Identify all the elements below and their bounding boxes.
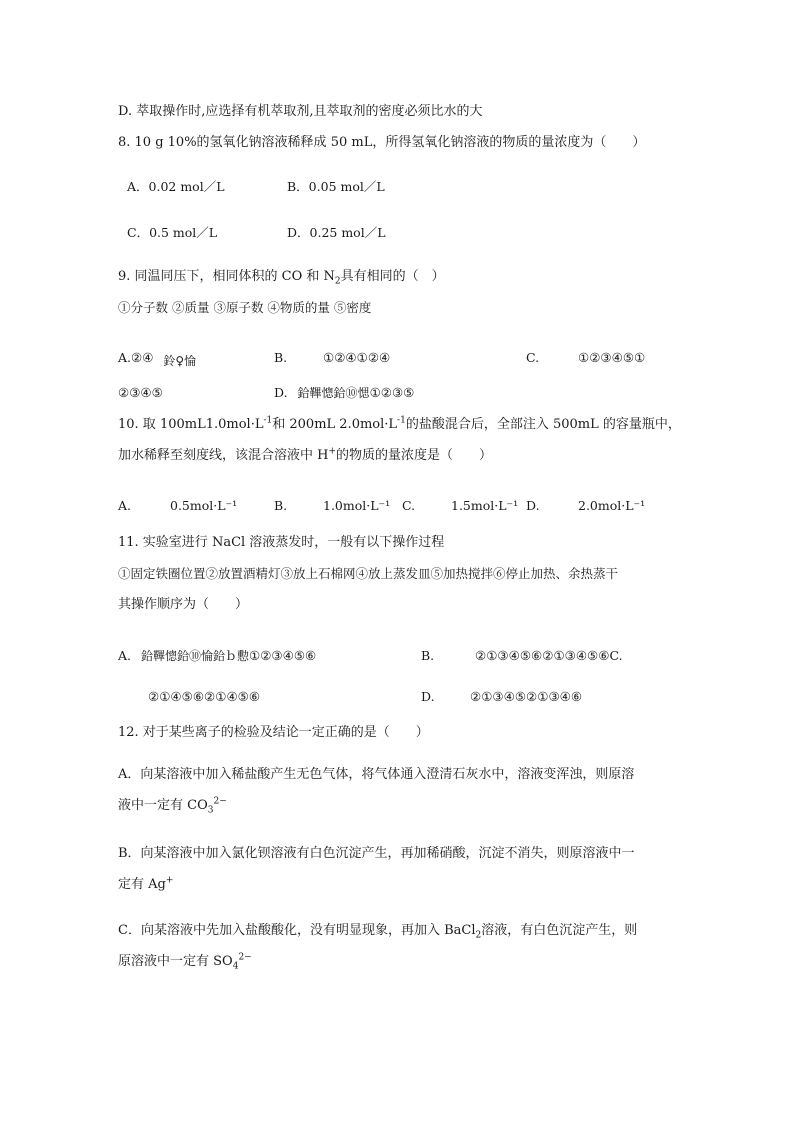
q8-option-b: B．0.05 mol／L (287, 179, 385, 194)
q12-c-l2-sup: 2− (238, 952, 252, 963)
q12-b-line2 (118, 876, 173, 894)
q9-c-text: ①②③④⑤① (578, 350, 646, 365)
q9-c-cont: ②③④⑤ (118, 385, 163, 400)
q12-stem: 12. 对于某些离子的检验及结论一定正确的是（ ） (118, 725, 429, 740)
q10-l1-c: 的盐酸混合后，全部注入 500mL 的容量瓶中， (405, 417, 681, 432)
q11-a-label: A. (118, 648, 132, 663)
q9-stem-pre: 9. 同温同压下，相同体积的 CO 和 N (118, 269, 335, 284)
q10-l2-post: 的物质的量浓度是（ ） (336, 448, 493, 463)
q10-a-label: A. (118, 498, 132, 513)
q10-b-label: B. (274, 498, 288, 513)
q11-d-text: ②①③④⑤②①③④⑥ (470, 689, 583, 704)
q12-a-l2-sup: 2− (213, 796, 227, 807)
q10-d-label: D. (526, 498, 540, 513)
q11-c-cont: ②①④⑤⑥②①④⑤⑥ (148, 689, 261, 704)
q9-items: ①分子数 ②质量 ③原子数 ④物质的量 ⑤密度 (118, 300, 372, 315)
q11-steps: ①固定铁圈位置②放置酒精灯③放上石棉网④放上蒸发皿⑤加热搅拌⑥停止加热、余热蒸干 (118, 566, 619, 581)
q10-stem-line2 (118, 447, 492, 465)
q11-b-text: ②①③④⑤⑥②①③④⑤⑥C. (475, 648, 623, 663)
q12-c-l2-sub: 4 (232, 961, 239, 972)
q12-a-l2-sub: 3 (207, 805, 214, 816)
q9-option-a (118, 349, 196, 367)
q10-d-text: 2.0mol·L⁻¹ (578, 498, 646, 513)
q11-order: 其操作顺序为（ ） (118, 597, 249, 612)
q11-d-label: D. (421, 689, 435, 704)
q12-c-line2 (118, 953, 252, 971)
q12-c-l1-post: 溶液，有白色沉淀产生，则 (481, 923, 638, 938)
q10-b-text: 1.0mol·L⁻¹ (323, 498, 391, 513)
q8-option-a: A．0.02 mol／L (127, 179, 225, 194)
q11-option-a (118, 647, 316, 665)
q9-c-label: C. (526, 350, 540, 365)
q8-stem: 8. 10 g 10%的氢氧化钠溶液稀释成 50 mL，所得氢氧化钠溶液的物质的量浓度为（ ） (118, 135, 646, 150)
q10-a-text: 0.5mol·L⁻¹ (170, 498, 238, 513)
q9-d-text: ①②③⑤ (369, 385, 415, 400)
q9-d-garbled: 鉿鞸憁鉿⑩愢 (297, 386, 370, 400)
q12-c-l1-sub: 2 (475, 930, 482, 941)
q9-b-label: B. (274, 350, 288, 365)
q10-c-text: 1.5mol·L⁻¹ (451, 498, 519, 513)
q12-a-line2 (118, 797, 227, 815)
q10-c-label: C. (402, 498, 416, 513)
q9-stem-sub: 2 (334, 276, 341, 287)
q10-l1-sup2: -1 (397, 415, 406, 426)
q12-b-l2-pre: 定有 Ag (118, 877, 166, 892)
q9-stem-post: 具有相同的（ ） (340, 269, 445, 284)
q9-option-d (274, 384, 414, 402)
q11-a-text: ①②③④⑤⑥ (249, 648, 317, 663)
q9-a-garbled: 鈴♀惀 (163, 354, 197, 368)
q12-a-line1: A．向某溶液中加入稀盐酸产生无色气体，将气体通入澄清石灰水中，溶液变浑浊，则原溶 (118, 767, 635, 782)
q11-a-garbled: 鉿鞸憁鉿⑩惀鉿ｂ憅 (141, 649, 250, 663)
q10-l2: 加水稀释至刻度线，该混合溶液中 H (118, 448, 329, 463)
q12-c-line1 (118, 922, 637, 940)
q8-option-c: C．0.5 mol／L (127, 225, 218, 240)
q10-l1-a: 10. 取 100mL1.0mol·L (118, 417, 264, 432)
q9-d-label: D. (274, 385, 288, 400)
q11-stem: 11. 实验室进行 NaCl 溶液蒸发时，一般有以下操作过程 (118, 535, 445, 550)
q10-l2-sup: + (328, 446, 337, 457)
q12-b-line1: B．向某溶液中加入氯化钡溶液有白色沉淀产生，再加稀硝酸，沉淀不消失，则原溶液中一 (118, 846, 635, 861)
q12-c-l1-pre: C．向某溶液中先加入盐酸酸化，没有明显现象，再加入 BaCl (118, 923, 476, 938)
q10-stem-line1 (118, 416, 681, 434)
q11-b-label: B. (421, 648, 435, 663)
q12-a-l2-pre: 液中一定有 CO (118, 798, 208, 813)
q9-a-label: A.②④ (118, 350, 154, 365)
q10-l1-sup1: -1 (263, 415, 273, 426)
q9-stem (118, 268, 445, 286)
q12-b-l2-sup: + (165, 875, 174, 886)
q8-option-d: D．0.25 mol／L (287, 225, 386, 240)
q9-b-text: ①②④①②④ (323, 350, 391, 365)
q10-l1-b: 和 200mL 2.0mol·L (272, 417, 398, 432)
q7-option-d: D. 萃取操作时,应选择有机萃取剂,且萃取剂的密度必须比水的大 (118, 104, 483, 119)
q12-c-l2-pre: 原溶液中一定有 SO (118, 954, 233, 969)
